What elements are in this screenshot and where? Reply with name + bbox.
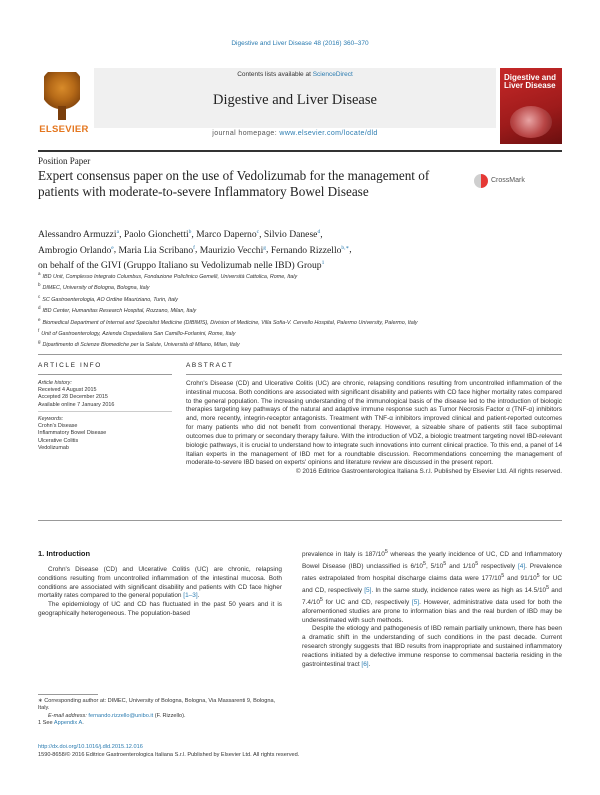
- paragraph: The epidemiology of UC and CD has fluctuated in the past 50 years and it is geographically heterogeneous. The population-based: [38, 601, 282, 618]
- contents-prefix: Contents lists available at: [237, 71, 313, 78]
- cover-title: Digestive and Liver Disease: [504, 73, 557, 90]
- paragraph: prevalence in Italy is $187/10^5$ whereas the yearly incidence of UC, CD and Inflammatory Bowel Disease (IBD) unclassified is $6/10^5$, $5/10^5$ and $1/10^5$ respectively [4]. Prevalence rates extrapolated from hospital discharge claims data were $177/10^5$ and $91/10^5$ for UC and CD, respectively [5]. In the same study, incidence rates were as high as $14.5/10^5$ and $7.4/10^5$ for UC and CD, respectively [5]. However, administrative data used for both the aforementioned studies are prone to information bias and the real burden of IBD may be underestimated with such methods.: [302, 549, 563, 624]
- footnote-rule: [38, 694, 98, 695]
- header-rule: [38, 150, 562, 152]
- abstract-heading: ABSTRACT: [186, 362, 234, 369]
- history-online: Available online 7 January 2016: [38, 401, 115, 408]
- paper-type: Position Paper: [38, 156, 91, 166]
- reference-link[interactable]: [4]: [517, 563, 526, 571]
- article-info-heading: ARTICLE INFO: [38, 362, 102, 369]
- homepage-prefix: journal homepage:: [212, 130, 280, 137]
- paragraph: Crohn's Disease (CD) and Ulcerative Colitis (UC) are chronic, relapsing conditions resulting from uncontrolled inflammation of the intestinal mucosa. Both conditions are associated with significant disability and patients with CD face higher mortality rates compared to the general population [1–3].: [38, 566, 282, 600]
- issn-line: 1590-8658/© 2016 Editrice Gastroenterologica Italiana S.r.l. Published by Elsevier Ltd. All rights reserved.: [38, 751, 300, 758]
- affiliation-list: [38, 270, 538, 350]
- abstract-bottom-rule: [38, 520, 562, 521]
- article-info-divider: [38, 411, 172, 412]
- crossmark-label: CrossMark: [491, 177, 525, 184]
- affiliation: $^a$IBD Unit, Complesso Integrato Columbus, Fondazione Policlinico Gemelli, Università Cattolica, Rome, Italy: [38, 271, 298, 280]
- left-column: [38, 566, 282, 619]
- article-info-rule: [38, 374, 172, 375]
- reference-link[interactable]: [5]: [411, 598, 420, 606]
- sciencedirect-link[interactable]: ScienceDirect: [312, 71, 353, 78]
- keyword: Inflammatory Bowel Disease: [38, 430, 107, 437]
- cover-image: [510, 106, 552, 138]
- author[interactable]: Maurizio Vecchi$^g$: [199, 244, 267, 256]
- doi-link[interactable]: http://dx.doi.org/10.1016/j.dld.2015.12.016: [38, 744, 143, 750]
- appendix-link[interactable]: Appendix A: [53, 720, 83, 727]
- right-column: [302, 548, 562, 669]
- journal-title: Digestive and Liver Disease: [213, 92, 377, 108]
- author[interactable]: Maria Lia Scribano$^f$: [118, 244, 195, 256]
- affiliation: $^g$Dipartimento di Scienze Biomediche per la Salute, Università di Milano, Milan, Italy: [38, 339, 240, 349]
- affiliation: $^d$IBD Center, Humanitas Research Hospital, Rozzano, Milan, Italy: [38, 305, 197, 314]
- journal-homepage-line: [94, 130, 496, 137]
- author[interactable]: Silvio Danese$^d$: [263, 229, 321, 241]
- journal-header: [38, 68, 562, 144]
- author[interactable]: Marco Daperno$^c$: [196, 229, 260, 241]
- tree-trunk-icon: [58, 106, 66, 120]
- history-accepted: Accepted 28 December 2015: [38, 394, 108, 401]
- abstract-rule: [186, 374, 562, 375]
- author[interactable]: Paolo Gionchetti$^b$: [123, 229, 192, 241]
- author[interactable]: Fernando Rizzello$^{b,∗}$: [270, 244, 350, 256]
- homepage-link[interactable]: www.elsevier.com/locate/dld: [279, 130, 378, 137]
- author[interactable]: Ambrogio Orlando$^e$: [38, 244, 114, 256]
- history-received: Received 4 August 2015: [38, 387, 97, 394]
- author-list: Alessandro Armuzzi$^a$, Paolo Gionchetti$^b$, Marco Daperno$^c$, Silvio Danese$^d$, Ambrogio Orlando$^e$, Maria Lia Scribano$^f$, Maurizio Vecchi$^g$, Fernando Rizzello$^{b,∗}$, on behalf of the GIVI (Gruppo Italiano su Vedolizumab nelle IBD) Group$^1$: [38, 229, 352, 272]
- reference-link[interactable]: [6]: [361, 660, 369, 668]
- keyword: Crohn's Disease: [38, 423, 78, 430]
- author[interactable]: Alessandro Armuzzi$^a$: [38, 229, 120, 241]
- reference-link[interactable]: [5]: [364, 587, 372, 594]
- journal-citation[interactable]: Digestive and Liver Disease 48 (2016) 360–370: [231, 40, 369, 47]
- elsevier-wordmark: ELSEVIER: [39, 124, 89, 135]
- abstract-copyright: © 2016 Editrice Gastroenterologica Italiana S.r.l. Published by Elsevier Ltd. All rights reserved.: [295, 468, 562, 476]
- keyword: Ulcerative Colitis: [38, 437, 79, 444]
- affiliation: $^c$SC Gastroenterologia, AO Ordine Mauriziano, Turin, Italy: [38, 293, 178, 303]
- corresponding-author-note: ∗ Corresponding author at: DIMEC, University of Bologna, Bologna, Via Massarenti 9, Bologna, Italy.: [38, 698, 276, 712]
- keywords: [38, 416, 172, 452]
- history-label: Article history:: [38, 380, 72, 386]
- paragraph: Despite the etiology and pathogenesis of IBD remain partially unknown, there has been a dramatic shift in the understanding of such conditions in the past decade. Current research strongly suggests that IBD results from inappropriate and sustained inflammatory reactions initiated by a defective immune response to commensal bacteria residing in the gastrointestinal tract [6].: [302, 625, 562, 668]
- article-info: [38, 380, 172, 409]
- journal-cover-thumbnail[interactable]: [500, 68, 562, 144]
- doi-block: [38, 744, 562, 759]
- crossmark-badge[interactable]: [474, 174, 536, 190]
- contents-available-line: [94, 71, 496, 78]
- abstract-body: [186, 380, 562, 477]
- footnotes: [38, 698, 282, 728]
- section-rule: [38, 354, 562, 355]
- article-title: Expert consensus paper on the use of Vedolizumab for the management of patients with moderate-to-severe Inflammatory Bowel Disease: [38, 168, 430, 199]
- keywords-label: Keywords:: [38, 416, 64, 422]
- affiliation: $^e$Biomedical Department of Internal and Specialist Medicine (DIBIMIS), Division of Medicine, Villa Sofia-V. Cervello Hospital, Palermo University, Palermo, Italy: [38, 316, 418, 326]
- keyword: Vedolizumab: [38, 444, 69, 451]
- affiliation: $^f$Unit of Gastroenterology, Azienda Ospedaliera San Camillo-Forlanini, Rome, Italy: [38, 327, 236, 337]
- appendix-note: 1 See Appendix A.: [38, 720, 84, 727]
- author-group[interactable]: on behalf of the GIVI (Gruppo Italiano su Vedolizumab nelle IBD) Group$^1$: [38, 259, 325, 272]
- email-note: E-mail address: fernando.rizzello@unibo.it (F. Rizzello).: [48, 712, 186, 719]
- email-link[interactable]: fernando.rizzello@unibo.it: [88, 712, 154, 719]
- journal-banner: [94, 68, 496, 128]
- crossmark-icon: [474, 174, 488, 188]
- abstract-text: Crohn's Disease (CD) and Ulcerative Colitis (UC) are chronic, relapsing conditions resulting from uncontrolled inflammation of the intestinal mucosa. Both conditions are associated with significant disability and patients with CD face higher mortality rates compared to the general population. The increasing understanding of the immunological basis of the disease led to the introduction of biologic therapies targeting key pathways of the natural and adaptive immune response such as Tumor Necrosis Factor α (TNF-α) inhibitors and, more recently, integrin-receptor antagonists. Treatment with TNF-α inhibitors improved clinical and patient-reported outcomes for many patients who did not benefit from conventional therapy. However, a sizeable share of patients still face suboptimal outcomes due to primary or secondary therapy failure. With the introduction of VDZ, a biologic treatment targeting novel IBD-relevant biologic pathways, it is crucial to understand how to integrate such innovations into current clinical practice. To this end, a panel of 14 Italian experts in the management of IBD met for a roundtable discussion. Recommendations concerning the management of moderate-to-severe IBD based on experts' opinions and literature review are discussed in the present report.: [186, 380, 562, 467]
- elsevier-logo[interactable]: [38, 68, 89, 136]
- introduction-heading: 1. Introduction: [38, 549, 91, 558]
- reference-link[interactable]: [1–3]: [183, 592, 198, 600]
- affiliation: $^b$DIMEC, University of Bologna, Bologna, Italy: [38, 282, 150, 292]
